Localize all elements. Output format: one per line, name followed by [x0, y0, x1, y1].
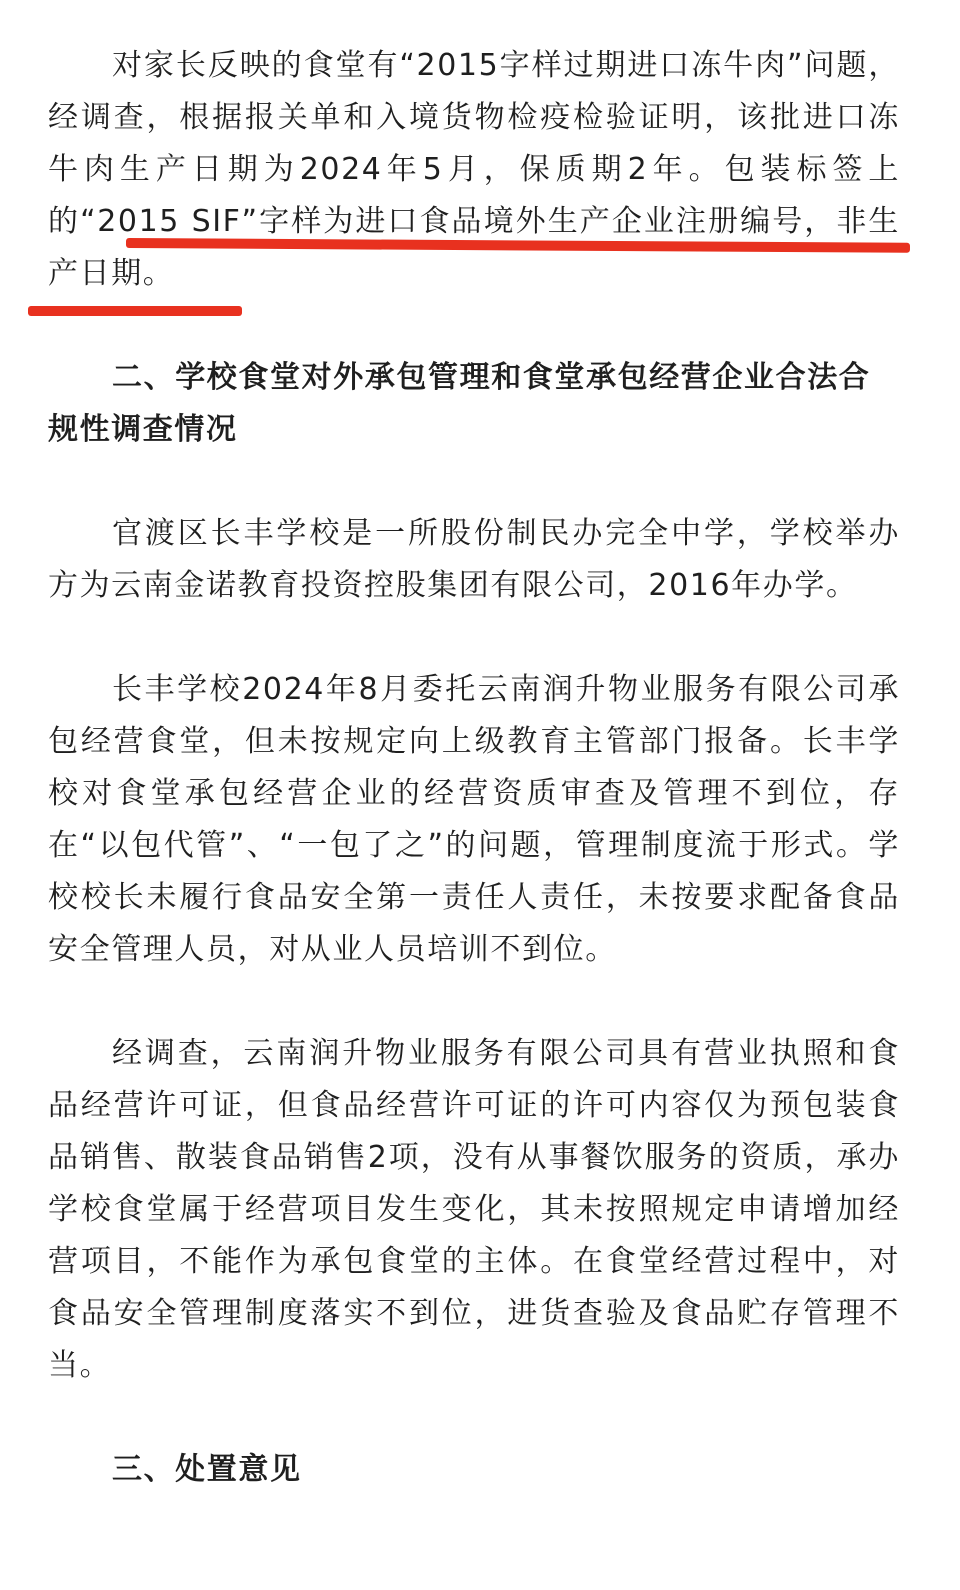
spacer [48, 612, 900, 664]
section-heading-2: 二、学校食堂对外承包管理和食堂承包经营企业合法合规性调查情况 [48, 360, 871, 447]
spacer [48, 300, 900, 352]
spacer [48, 456, 900, 508]
paragraph-text: 对家长反映的食堂有“2015字样过期进口冻牛肉”问题，经调查，根据报关单和入境货物检疫检验证明，该批进口冻牛肉生产日期为2024年5月，保质期2年。包装标签上的 [48, 48, 900, 239]
highlighted-text: “2015 SIF”字样为进口食品境外生产企业注册编号，非生产日期。 [48, 204, 900, 291]
paragraph-contract-management: 长丰学校2024年8月委托云南润升物业服务有限公司承包经营食堂，但未按规定向上级教育主管部门报备。长丰学校对食堂承包经营企业的经营资质审查及管理不到位，存在“以包代管”、“一包了之”的问题，管理制度流于形式。学校校长未履行食品安全第一责任人责任，未按要求配备食品安全管理人员，对从业人员培训不到位。 [48, 672, 900, 967]
paragraph-company-license: 经调查，云南润升物业服务有限公司具有营业执照和食品经营许可证，但食品经营许可证的许可内容仅为预包装食品销售、散装食品销售2项，没有从事餐饮服务的资质，承办学校食堂属于经营项目发生变化，其未按照规定申请增加经营项目，不能作为承包食堂的主体。在食堂经营过程中，对食品安全管理制度落实不到位，进货查验及食品贮存管理不当。 [48, 1036, 900, 1383]
document-page [48, 40, 900, 1496]
paragraph-beef-inspection [48, 40, 900, 300]
spacer [48, 1392, 900, 1444]
paragraph-school-info: 官渡区长丰学校是一所股份制民办完全中学，学校举办方为云南金诺教育投资控股集团有限公司，2016年办学。 [48, 516, 900, 603]
spacer [48, 976, 900, 1028]
section-heading-3: 三、处置意见 [112, 1452, 302, 1487]
